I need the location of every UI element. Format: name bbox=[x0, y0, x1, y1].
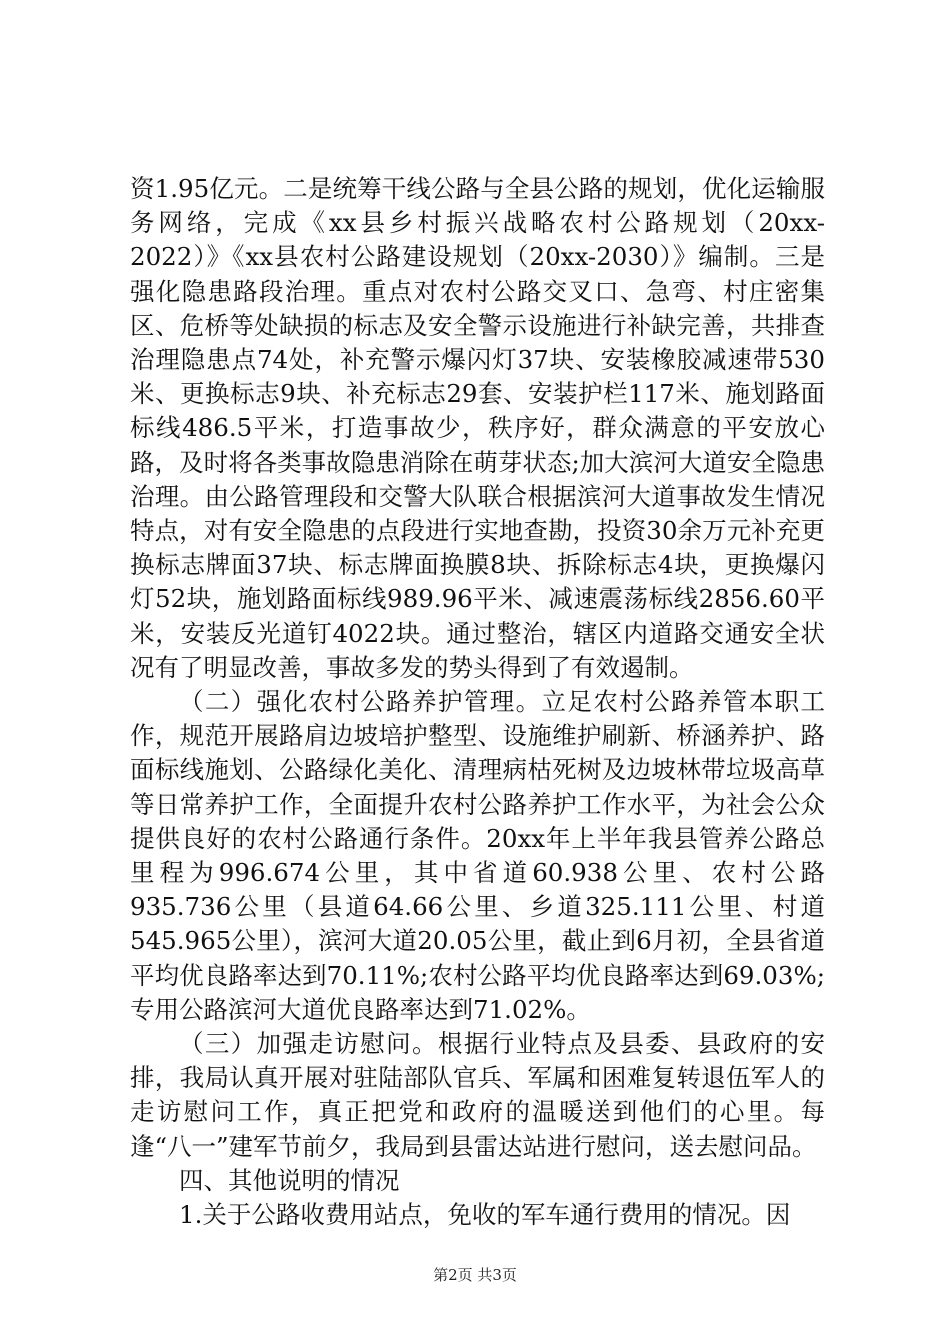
paragraph-item-1: 1.关于公路收费用站点，免收的军车通行费用的情况。因 bbox=[179, 1200, 791, 1230]
document-body bbox=[130, 172, 825, 1232]
paragraph-continued: 资1.95亿元。二是统筹干线公路与全县公路的规划，优化运输服务网络，完成《xx县乡村振兴战略农村公路规划（20xx-2022）》《xx县农村公路建设规划（20xx-2030）》编制。三是强化隐患路段治理。重点对农村公路交叉口、急弯、村庄密集区、危桥等处缺损的标志及安全警示设施进行补缺完善，共排查治理隐患点74处，补充警示爆闪灯37块、安装橡胶减速带530米、更换标志9块、补充标志29套、安装护栏117米、施划路面标线486.5平米，打造事故少，秩序好，群众满意的平安放心路，及时将各类事故隐患消除在萌芽状态;加大滨河大道安全隐患治理。由公路管理段和交警大队联合根据滨河大道事故发生情况特点，对有安全隐患的点段进行实地查勘，投资30余万元补充更换标志牌面37块、标志牌面换膜8块、拆除标志4块，更换爆闪灯52块，施划路面标线989.96平米、减速震荡标线2856.60平米，安装反光道钉4022块。通过整治，辖区内道路交通安全状况有了明显改善，事故多发的势头得到了有效遏制。 bbox=[130, 174, 825, 682]
paragraph-section-2: （二）强化农村公路养护管理。立足农村公路养管本职工作，规范开展路肩边坡培护整型、设施维护刷新、桥涵养护、路面标线施划、公路绿化美化、清理病枯死树及边坡林带垃圾高草等日常养护工作，全面提升农村公路养护工作水平，为社会公众提供良好的农村公路通行条件。20xx年上半年我县管养公路总里程为996.674公里，其中省道60.938公里、农村公路935.736公里（县道64.66公里、乡道325.111公里、村道545.965公里），滨河大道20.05公里，截止到6月初，全县省道平均优良路率达到70.11%;农村公路平均优良路率达到69.03%;专用公路滨河大道优良路率达到71.02%。 bbox=[130, 687, 825, 1024]
paragraph-section-3: （三）加强走访慰问。根据行业特点及县委、县政府的安排，我局认真开展对驻陆部队官兵、军属和困难复转退伍军人的走访慰问工作，真正把党和政府的温暖送到他们的心里。每逢“八一”建军节前夕，我局到县雷达站进行慰问，送去慰问品。 bbox=[130, 1029, 825, 1161]
page-footer: 第2页 共3页 bbox=[433, 1266, 517, 1284]
heading-other-notes: 四、其他说明的情况 bbox=[179, 1165, 400, 1195]
